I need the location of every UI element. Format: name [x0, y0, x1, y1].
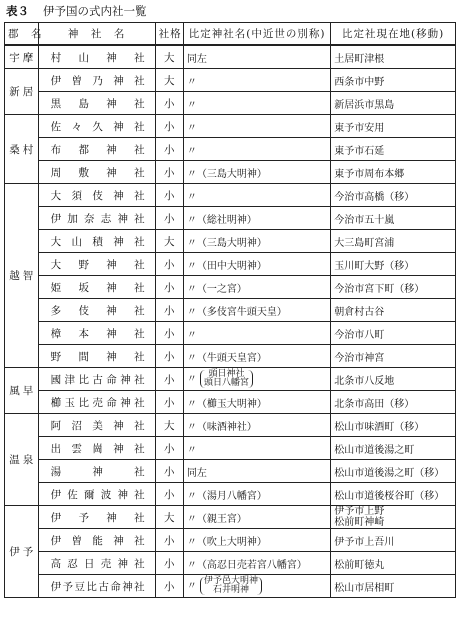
current-location: 松山市居相町 [331, 575, 456, 598]
current-location: 今治市宮下町（移） [331, 276, 456, 299]
current-location: 玉川町大野（移） [331, 253, 456, 276]
shrine-name: 伊佐爾波神社 [38, 483, 155, 506]
current-location: 松山市道後湯之町（移） [331, 460, 456, 483]
identified-shrine: 〃（田中大明神） [183, 253, 330, 276]
shrine-rank: 小 [155, 437, 183, 460]
alias-brace [200, 577, 262, 595]
identified-shrine [183, 368, 330, 391]
table-row [5, 322, 456, 345]
shrine-rank: 小 [155, 460, 183, 483]
shrine-rank: 小 [155, 276, 183, 299]
header-district: 郡 名 [5, 23, 39, 46]
shrine-rank: 大 [155, 45, 183, 69]
shrine-name: 伊曽能神社 [38, 529, 155, 552]
shrine-name: 野間神社 [38, 345, 155, 368]
shrine-name: 伊曽乃神社 [38, 69, 155, 92]
header-current-location: 比定社現在地(移動) [331, 23, 456, 46]
identified-shrine [183, 575, 330, 598]
identified-shrine: 同左 [183, 45, 330, 69]
alias-brace-line: 頭日神社 [208, 369, 245, 380]
shrine-rank: 小 [155, 92, 183, 115]
current-location: 松山市道後湯之町 [331, 437, 456, 460]
identified-shrine: 〃（三島大明神） [183, 230, 330, 253]
shrine-rank: 小 [155, 345, 183, 368]
shrine-rank: 大 [155, 414, 183, 437]
table-row [5, 552, 456, 575]
district-cell [5, 184, 39, 368]
shrine-rank: 小 [155, 483, 183, 506]
district-name: 越智 [9, 270, 34, 282]
shrine-name: 高忍日売神社 [38, 552, 155, 575]
identified-shrine-mark: 〃 [186, 580, 197, 592]
current-location: 土居町津根 [331, 45, 456, 69]
header-rank: 社格 [155, 23, 183, 46]
identified-shrine: 〃（三島大明神） [183, 161, 330, 184]
shrine-name: 黒島神社 [38, 92, 155, 115]
shrine-name: 多伎神社 [38, 299, 155, 322]
table-row [5, 45, 456, 69]
table-row [5, 299, 456, 322]
current-location: 今治市高橋（移） [331, 184, 456, 207]
shrine-rank: 小 [155, 184, 183, 207]
shrine-rank: 小 [155, 161, 183, 184]
identified-shrine: 〃（一之宮） [183, 276, 330, 299]
current-location: 今治市八町 [331, 322, 456, 345]
table-row [5, 529, 456, 552]
shrine-name: 大山積神社 [38, 230, 155, 253]
shrine-name: 湯神社 [38, 460, 155, 483]
current-location: 北条市高田（移） [331, 391, 456, 414]
table-row [5, 391, 456, 414]
shrine-name: 樟本神社 [38, 322, 155, 345]
table-row [5, 69, 456, 92]
table-row [5, 276, 456, 299]
shrine-name: 阿沼美神社 [38, 414, 155, 437]
shrine-rank: 小 [155, 138, 183, 161]
shrine-rank: 大 [155, 506, 183, 529]
table-row [5, 483, 456, 506]
shrine-name: 出雲崗神社 [38, 437, 155, 460]
table-row [5, 207, 456, 230]
alias-brace-line: 頭日八幡宮 [204, 378, 250, 389]
district-name: 温泉 [9, 454, 34, 466]
identified-shrine: 〃（高忍日売若宮八幡宮） [183, 552, 330, 575]
identified-shrine: 〃（湯月八幡宮） [183, 483, 330, 506]
current-location: 新居浜市黒島 [331, 92, 456, 115]
alias-brace [200, 370, 253, 388]
shrine-name: 櫛玉比売命神社 [38, 391, 155, 414]
table-caption [6, 2, 147, 20]
district-cell [5, 45, 39, 69]
table-row [5, 368, 456, 391]
table-row [5, 184, 456, 207]
table-row [5, 575, 456, 598]
current-location: 東予市石延 [331, 138, 456, 161]
shrine-rank: 大 [155, 230, 183, 253]
table-row [5, 345, 456, 368]
table-title: 伊予国の式内社一覧 [43, 4, 147, 18]
district-name: 桑村 [9, 143, 34, 156]
identified-shrine: 〃 [183, 437, 330, 460]
district-cell [5, 69, 39, 115]
district-cell [5, 115, 39, 184]
identified-shrine: 〃 [183, 184, 330, 207]
district-name: 風早 [9, 385, 34, 397]
shrine-name: 大野神社 [38, 253, 155, 276]
current-location: 松山市道後桜谷町（移） [331, 483, 456, 506]
table-number: 表３ [6, 4, 29, 18]
current-location: 朝倉村古谷 [331, 299, 456, 322]
table-row [5, 161, 456, 184]
district-cell [5, 506, 39, 598]
shrine-name: 國津比古命神社 [38, 368, 155, 391]
identified-shrine-mark: 〃 [186, 373, 197, 385]
shrine-rank: 大 [155, 69, 183, 92]
identified-shrine: 同左 [183, 460, 330, 483]
table-row [5, 138, 456, 161]
district-name: 宇摩 [9, 51, 34, 64]
identified-shrine: 〃 [183, 115, 330, 138]
header-row [5, 23, 456, 46]
current-location: 大三島町宮浦 [331, 230, 456, 253]
shiki-shrine-table [4, 22, 456, 598]
table-body [5, 45, 456, 598]
current-location [331, 506, 456, 529]
shrine-rank: 小 [155, 115, 183, 138]
table-row [5, 115, 456, 138]
location-line: 松前町神崎 [334, 517, 385, 528]
current-location: 北条市八反地 [331, 368, 456, 391]
district-name: 新居 [9, 86, 34, 98]
identified-shrine: 〃 [183, 322, 330, 345]
current-location: 東予市周布本郷 [331, 161, 456, 184]
shrine-name: 布都神社 [38, 138, 155, 161]
location-line: 伊予市上野 [334, 506, 385, 517]
shrine-rank: 小 [155, 368, 183, 391]
table-row [5, 92, 456, 115]
current-location: 松前町徳丸 [331, 552, 456, 575]
shrine-name: 村山神社 [38, 45, 155, 69]
alias-brace-line: 石井明神 [213, 585, 250, 596]
current-location: 西条市中野 [331, 69, 456, 92]
shrine-rank: 小 [155, 552, 183, 575]
alias-brace-line: 伊予邑大明神 [204, 576, 259, 587]
identified-shrine: 〃（多伎宮牛頭天皇） [183, 299, 330, 322]
district-name: 伊予 [9, 546, 34, 558]
table-row [5, 230, 456, 253]
current-location: 東予市安用 [331, 115, 456, 138]
identified-shrine: 〃（吹上大明神） [183, 529, 330, 552]
identified-shrine: 〃 [183, 69, 330, 92]
shrine-rank: 小 [155, 299, 183, 322]
table-row [5, 460, 456, 483]
table-row [5, 253, 456, 276]
shrine-rank: 小 [155, 575, 183, 598]
shrine-rank: 小 [155, 207, 183, 230]
shrine-name: 大須伎神社 [38, 184, 155, 207]
shrine-name: 姫坂神社 [38, 276, 155, 299]
shrine-rank: 小 [155, 322, 183, 345]
header-identified-shrine: 比定神社名(中近世の別称) [183, 23, 330, 46]
identified-shrine: 〃（親王宮） [183, 506, 330, 529]
identified-shrine: 〃（櫛玉大明神） [183, 391, 330, 414]
current-location: 松山市味酒町（移） [331, 414, 456, 437]
shrine-rank: 小 [155, 391, 183, 414]
identified-shrine: 〃 [183, 92, 330, 115]
identified-shrine: 〃（総社明神） [183, 207, 330, 230]
shrine-name: 周敷神社 [38, 161, 155, 184]
table-row [5, 414, 456, 437]
current-location: 今治市五十嵐 [331, 207, 456, 230]
identified-shrine: 〃（牛頭天皇宮） [183, 345, 330, 368]
shrine-rank: 小 [155, 529, 183, 552]
table-row [5, 506, 456, 529]
district-cell [5, 368, 39, 414]
identified-shrine: 〃（味酒神社） [183, 414, 330, 437]
shrine-name: 佐々久神社 [38, 115, 155, 138]
shrine-name: 伊予豆比古命神社 [38, 575, 155, 598]
district-cell [5, 414, 39, 506]
current-location: 伊予市上吾川 [331, 529, 456, 552]
current-location: 今治市神宮 [331, 345, 456, 368]
header-shrine-name: 神 社 名 [38, 23, 155, 46]
shrine-name: 伊加奈志神社 [38, 207, 155, 230]
shrine-name: 伊予神社 [38, 506, 155, 529]
table-row [5, 437, 456, 460]
shrine-rank: 小 [155, 253, 183, 276]
identified-shrine: 〃 [183, 138, 330, 161]
